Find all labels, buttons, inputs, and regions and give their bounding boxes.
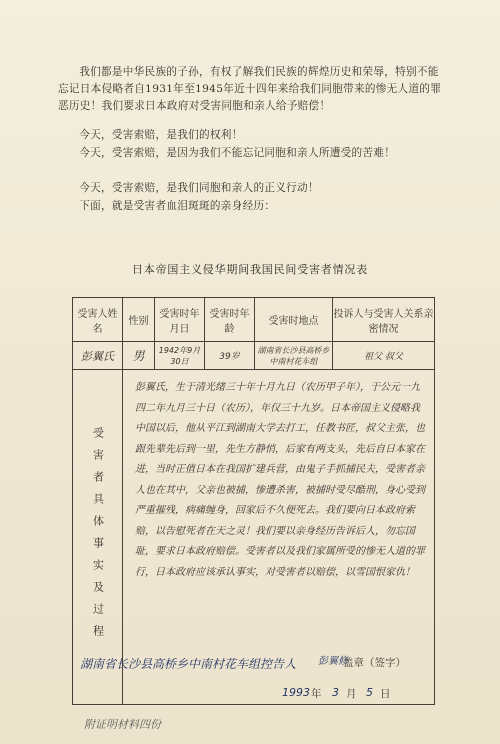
date-year: 1993 [282, 686, 310, 699]
attachment-note: 附证明材料四份 [84, 718, 161, 731]
claim-line-2: 今天，受害索赔，是因为我们不能忘记同胞和亲人所遭受的苦难！ [79, 147, 396, 159]
testimony-label: 受害者具体事实及过程 [91, 427, 105, 647]
header-row [73, 298, 435, 342]
header-gender: 性别 [123, 298, 155, 342]
header-name: 受害人姓名 [73, 298, 123, 342]
date-month: 3 [332, 686, 339, 699]
claim-line-1: 今天，受害索赔，是我们的权利！ [79, 129, 243, 141]
header-age: 受害时年龄 [205, 298, 255, 342]
victim-birth: 1942年9月30日 [155, 342, 205, 370]
claim-line-3: 今天，受害索赔，是我们同胞和亲人的正义行动！ [79, 182, 319, 194]
victim-relation: 祖父 叔父 [333, 342, 435, 370]
header-relation: 投诉人与受害人关系亲密情况 [333, 298, 435, 342]
date-year-unit: 年 [311, 688, 322, 700]
victim-form-table [72, 297, 435, 705]
date-day-unit: 日 [380, 688, 391, 700]
victim-place: 湖南省长沙县高桥乡中南村花车组 [255, 342, 333, 370]
form-title: 日本帝国主义侵华期间我国民间受害者情况表 [132, 263, 368, 276]
header-place: 受害时地点 [255, 298, 333, 342]
header-birth: 受害时年月日 [155, 298, 205, 342]
record-row [73, 342, 435, 370]
victim-name: 彭翼氏 [73, 342, 123, 370]
signatory-handwritten: 湖南省长沙县高桥乡中南村花车组控告人 [80, 657, 297, 671]
victim-age: 39岁 [205, 342, 255, 370]
date-month-unit: 月 [346, 688, 357, 700]
seal-label: 盖章（签字） [343, 657, 406, 669]
claim-line-4: 下面，就是受害者血泪斑斑的亲身经历： [79, 200, 276, 212]
testimony-text: 彭翼氏，生于清光绪三十年十月九日（农历甲子年），于公元一九四二年九月三十日（农历），年仅三十九岁。日本帝国主义侵略我中国以后，他从平江到湖南大学去打工，任教书匠，叔父主张，也跟先辈先后到一里，先生方静悄，后家有两支头，先后自日本家在进，当时正值日本在我国扩建兵营，由鬼子手抓捕民夫，受害者亲人也在其中，父亲也被捕，惨遭杀害，被捕时受尽酷刑，身心受到严重摧残，病痛缠身，回家后不久便死去。我们要向日本政府索赔，以告慰死者在天之灵！我们要以亲身经历告诉后人，勿忘国耻，要求日本政府赔偿。受害者以及我们家属所受的惨无人道的罪行，日本政府应该承认事实，对受害者以赔偿，以雪国恨家仇！ [123, 370, 435, 705]
intro-paragraph: 我们都是中华民族的子孙，有权了解我们民族的辉煌历史和荣辱，特别不能忘记日本侵略者自1931年至1945年近十四年来给我们同胞带来的惨无人道的罪恶历史！我们要求日本政府对受害同胞和亲人给予赔偿！ [58, 66, 442, 112]
date-day: 5 [366, 686, 373, 699]
signer-name: 彭翼修 [318, 656, 348, 667]
victim-gender: 男 [123, 342, 155, 370]
